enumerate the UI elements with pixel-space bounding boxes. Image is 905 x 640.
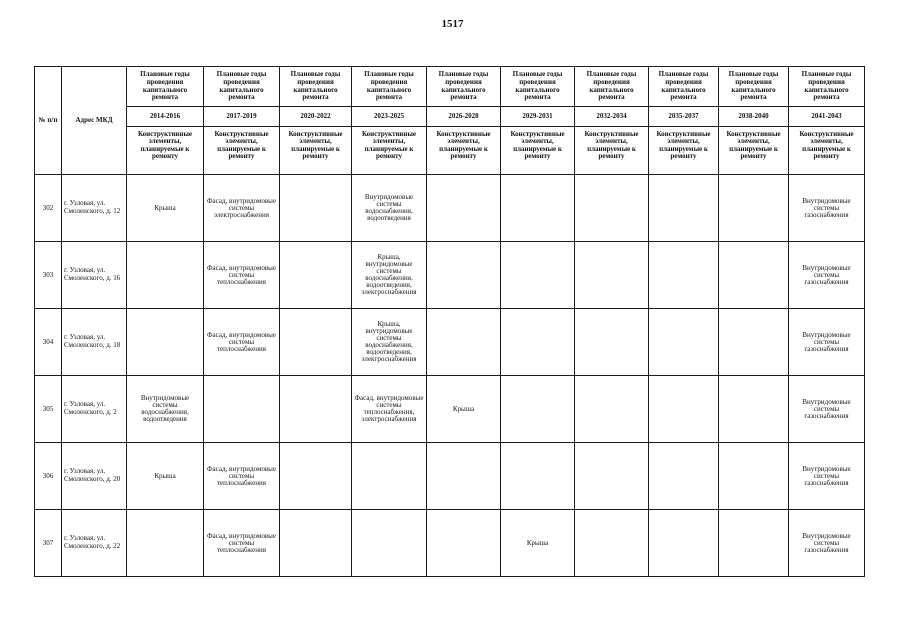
- work-cell-2038-2040: [719, 376, 789, 443]
- period-heading-2032-2034: Плановые годы проведения капитального ремонта: [575, 67, 649, 107]
- row-address: г. Узловая, ул. Смоленского, д. 20: [62, 443, 127, 510]
- work-cell-2023-2025: [352, 443, 427, 510]
- work-cell-2038-2040: [719, 510, 789, 577]
- table-row: [35, 443, 865, 510]
- work-cell-2032-2034: [575, 175, 649, 242]
- period-subheading: Конструктивные элементы, планируемые к ремонту: [649, 127, 719, 175]
- period-years: 2032-2034: [575, 107, 649, 127]
- work-cell-2029-2031: Крыша: [501, 510, 575, 577]
- work-cell-2023-2025: Крыша, внутридомовые системы водоснабжения, водоотведения, электроснабжения: [352, 309, 427, 376]
- period-years: 2029-2031: [501, 107, 575, 127]
- work-cell-2032-2034: [575, 443, 649, 510]
- row-address: г. Узловая, ул. Смоленского, д. 22: [62, 510, 127, 577]
- period-heading-2038-2040: Плановые годы проведения капитального ремонта: [719, 67, 789, 107]
- work-cell-2017-2019: Фасад, внутридомовые системы теплоснабжения: [204, 309, 280, 376]
- period-years: 2020-2022: [280, 107, 352, 127]
- work-cell-2017-2019: Фасад, внутридомовые системы теплоснабжения: [204, 510, 280, 577]
- work-cell-2014-2016: [127, 510, 204, 577]
- row-number: 306: [35, 443, 62, 510]
- table-row: [35, 242, 865, 309]
- work-cell-2035-2037: [649, 443, 719, 510]
- table-row: [35, 175, 865, 242]
- work-cell-2038-2040: [719, 242, 789, 309]
- row-address: г. Узловая, ул. Смоленского, д. 12: [62, 175, 127, 242]
- period-years: 2035-2037: [649, 107, 719, 127]
- page-number: 1517: [441, 18, 464, 30]
- work-cell-2029-2031: [501, 443, 575, 510]
- period-heading-2026-2028: Плановые годы проведения капитального ремонта: [427, 67, 501, 107]
- work-cell-2017-2019: Фасад, внутридомовые системы электроснабжения: [204, 175, 280, 242]
- work-cell-2029-2031: [501, 242, 575, 309]
- work-cell-2020-2022: [280, 376, 352, 443]
- header-address: Адрес МКД: [62, 67, 127, 175]
- work-cell-2023-2025: Внутридомовые системы водоснабжения, водоотведения: [352, 175, 427, 242]
- work-cell-2029-2031: [501, 309, 575, 376]
- header-row-planned-years: [35, 67, 865, 107]
- table-row: [35, 376, 865, 443]
- row-address: г. Узловая, ул. Смоленского, д. 18: [62, 309, 127, 376]
- work-cell-2023-2025: Крыша, внутридомовые системы водоснабжения, водоотведения, электроснабжения: [352, 242, 427, 309]
- work-cell-2014-2016: Крыша: [127, 175, 204, 242]
- work-cell-2041-2043: Внутридомовые системы газоснабжения: [789, 376, 865, 443]
- period-heading-2035-2037: Плановые годы проведения капитального ремонта: [649, 67, 719, 107]
- period-years: 2038-2040: [719, 107, 789, 127]
- period-years: 2017-2019: [204, 107, 280, 127]
- header-row-elements: [35, 127, 865, 175]
- work-cell-2032-2034: [575, 242, 649, 309]
- period-subheading: Конструктивные элементы, планируемые к ремонту: [127, 127, 204, 175]
- period-heading-2014-2016: Плановые годы проведения капитального ремонта: [127, 67, 204, 107]
- work-cell-2035-2037: [649, 242, 719, 309]
- header-row-years: [35, 107, 865, 127]
- work-cell-2026-2028: [427, 443, 501, 510]
- work-cell-2026-2028: [427, 309, 501, 376]
- period-years: 2023-2025: [352, 107, 427, 127]
- work-cell-2032-2034: [575, 376, 649, 443]
- period-heading-2041-2043: Плановые годы проведения капитального ремонта: [789, 67, 865, 107]
- work-cell-2038-2040: [719, 175, 789, 242]
- work-cell-2026-2028: [427, 510, 501, 577]
- work-cell-2020-2022: [280, 242, 352, 309]
- work-cell-2020-2022: [280, 510, 352, 577]
- work-cell-2023-2025: Фасад, внутридомовые системы теплоснабжения, электроснабжения: [352, 376, 427, 443]
- work-cell-2038-2040: [719, 309, 789, 376]
- work-cell-2020-2022: [280, 175, 352, 242]
- repair-schedule-table: [34, 66, 865, 577]
- work-cell-2020-2022: [280, 309, 352, 376]
- work-cell-2017-2019: Фасад, внутридомовые системы теплоснабжения: [204, 242, 280, 309]
- period-heading-2020-2022: Плановые годы проведения капитального ремонта: [280, 67, 352, 107]
- work-cell-2017-2019: [204, 376, 280, 443]
- work-cell-2029-2031: [501, 376, 575, 443]
- work-cell-2035-2037: [649, 175, 719, 242]
- row-number: 304: [35, 309, 62, 376]
- work-cell-2032-2034: [575, 510, 649, 577]
- period-subheading: Конструктивные элементы, планируемые к ремонту: [280, 127, 352, 175]
- work-cell-2029-2031: [501, 175, 575, 242]
- work-cell-2032-2034: [575, 309, 649, 376]
- work-cell-2026-2028: Крыша: [427, 376, 501, 443]
- work-cell-2041-2043: Внутридомовые системы газоснабжения: [789, 175, 865, 242]
- work-cell-2014-2016: [127, 242, 204, 309]
- row-number: 303: [35, 242, 62, 309]
- work-cell-2014-2016: Крыша: [127, 443, 204, 510]
- row-number: 302: [35, 175, 62, 242]
- work-cell-2041-2043: Внутридомовые системы газоснабжения: [789, 309, 865, 376]
- period-heading-2029-2031: Плановые годы проведения капитального ремонта: [501, 67, 575, 107]
- period-heading-2017-2019: Плановые годы проведения капитального ремонта: [204, 67, 280, 107]
- work-cell-2023-2025: [352, 510, 427, 577]
- work-cell-2038-2040: [719, 443, 789, 510]
- work-cell-2041-2043: Внутридомовые системы газоснабжения: [789, 510, 865, 577]
- work-cell-2035-2037: [649, 309, 719, 376]
- work-cell-2014-2016: Внутридомовые системы водоснабжения, водоотведения: [127, 376, 204, 443]
- period-years: 2041-2043: [789, 107, 865, 127]
- work-cell-2041-2043: Внутридомовые системы газоснабжения: [789, 242, 865, 309]
- period-subheading: Конструктивные элементы, планируемые к ремонту: [719, 127, 789, 175]
- period-subheading: Конструктивные элементы, планируемые к ремонту: [789, 127, 865, 175]
- row-address: г. Узловая, ул. Смоленского, д. 2: [62, 376, 127, 443]
- period-subheading: Конструктивные элементы, планируемые к ремонту: [204, 127, 280, 175]
- work-cell-2041-2043: Внутридомовые системы газоснабжения: [789, 443, 865, 510]
- header-number: № п/п: [35, 67, 62, 175]
- work-cell-2035-2037: [649, 376, 719, 443]
- row-number: 307: [35, 510, 62, 577]
- work-cell-2020-2022: [280, 443, 352, 510]
- row-address: г. Узловая, ул. Смоленского, д. 16: [62, 242, 127, 309]
- work-cell-2026-2028: [427, 242, 501, 309]
- table-row: [35, 309, 865, 376]
- table-row: [35, 510, 865, 577]
- period-subheading: Конструктивные элементы, планируемые к ремонту: [575, 127, 649, 175]
- period-years: 2026-2028: [427, 107, 501, 127]
- work-cell-2035-2037: [649, 510, 719, 577]
- work-cell-2026-2028: [427, 175, 501, 242]
- period-heading-2023-2025: Плановые годы проведения капитального ремонта: [352, 67, 427, 107]
- period-subheading: Конструктивные элементы, планируемые к ремонту: [352, 127, 427, 175]
- work-cell-2017-2019: Фасад, внутридомовые системы теплоснабжения: [204, 443, 280, 510]
- period-years: 2014-2016: [127, 107, 204, 127]
- period-subheading: Конструктивные элементы, планируемые к ремонту: [427, 127, 501, 175]
- period-subheading: Конструктивные элементы, планируемые к ремонту: [501, 127, 575, 175]
- row-number: 305: [35, 376, 62, 443]
- work-cell-2014-2016: [127, 309, 204, 376]
